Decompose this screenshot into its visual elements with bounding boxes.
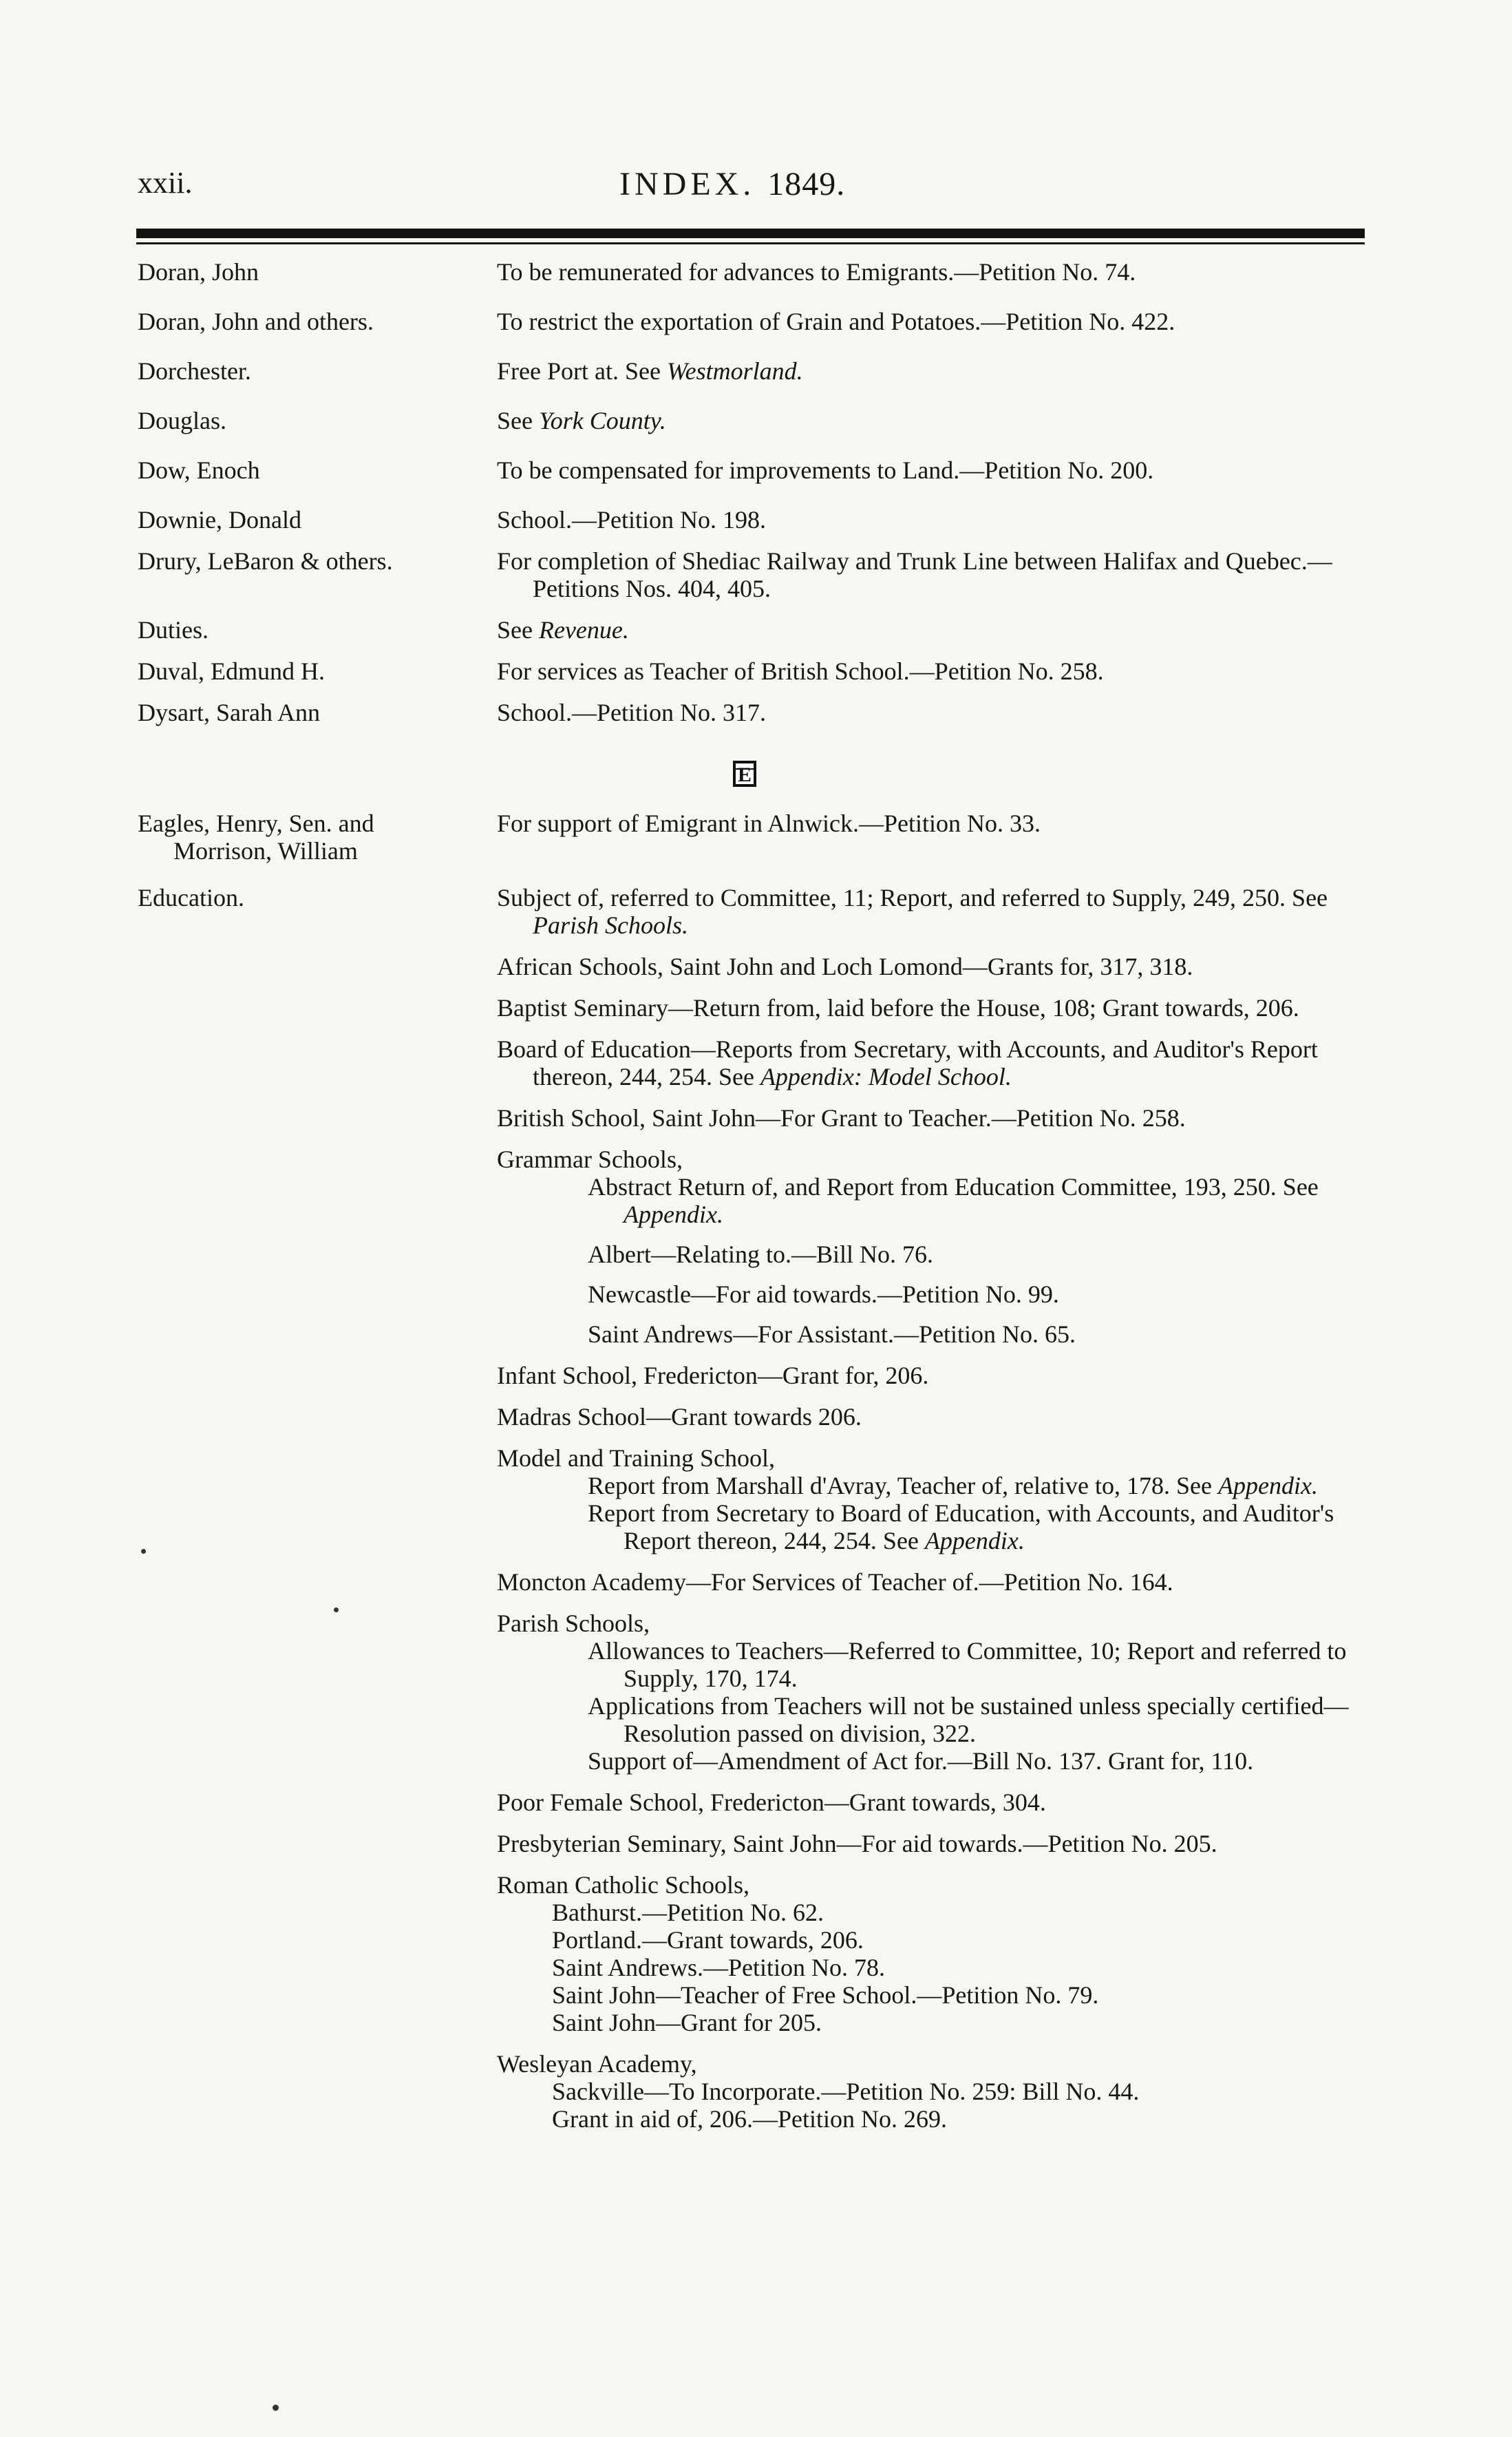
index-entry: [0, 616, 1512, 657]
entry-text: To restrict the exportation of Grain and Potatoes.—Petition No. 422.: [497, 308, 1175, 335]
entry-name: Education.: [138, 884, 244, 911]
entry-name: Doran, John and others.: [138, 308, 374, 335]
rc-saint-john-grant: Saint John—Grant for 205.: [552, 2009, 822, 2036]
grammar-schools-subentries: [533, 1173, 1400, 1348]
cross-reference: Appendix.: [1218, 1472, 1318, 1499]
paper-speck: [334, 1607, 339, 1612]
index-entry: [0, 547, 1512, 616]
cross-reference: Revenue.: [538, 616, 629, 644]
entry-text: For services as Teacher of British School.—Petition No. 258.: [497, 657, 1104, 685]
entry-name: Dow, Enoch: [138, 456, 260, 484]
section-letter-e: [733, 761, 756, 787]
wesleyan-sackville: Sackville—To Incorporate.—Petition No. 259: Bill No. 44.: [552, 2078, 1140, 2105]
header-rule-thin: [136, 242, 1365, 244]
grammar-schools: [497, 1146, 1400, 1348]
parish-schools-subentries: [533, 1637, 1400, 1775]
board-of-education: Board of Education—Reports from Secretary, with Accounts, and Auditor's Report thereon, 244, 254. See Appendix: Model School.: [497, 1035, 1318, 1090]
entry-name-line: Morrison, William: [173, 837, 358, 865]
index-entry-education: [0, 884, 1512, 2133]
baptist-seminary: Baptist Seminary—Return from, laid before the House, 108; Grant towards, 206.: [497, 994, 1299, 1022]
madras-school: Madras School—Grant towards 206.: [497, 1403, 862, 1431]
entry-name: Duties.: [138, 616, 209, 644]
entry-name: Douglas.: [138, 407, 226, 434]
wesleyan-subentries: [533, 2078, 1400, 2133]
title-text: INDEX.: [619, 166, 756, 202]
parish-applications: Applications from Teachers will not be sustained unless specially certified—Resolution passed on division, 322.: [588, 1692, 1349, 1747]
parish-support: Support of—Amendment of Act for.—Bill No. 137. Grant for, 110.: [588, 1747, 1254, 1775]
cross-reference: York County.: [538, 407, 666, 434]
entry-text: For completion of Shediac Railway and Trunk Line between Halifax and Quebec.—Petitions Nos. 404, 405.: [497, 547, 1332, 602]
grammar-newcastle: Newcastle—For aid towards.—Petition No. 99.: [588, 1280, 1059, 1308]
rc-saint-andrews: Saint Andrews.—Petition No. 78.: [552, 1954, 885, 1981]
entry-name: Doran, John: [138, 258, 259, 286]
index-entry: [0, 407, 1512, 456]
entry-name: Downie, Donald: [138, 506, 301, 534]
rc-bathurst: Bathurst.—Petition No. 62.: [552, 1899, 824, 1926]
cross-reference: Westmorland.: [666, 357, 803, 385]
parish-schools-heading: Parish Schools,: [497, 1610, 650, 1637]
index-entries: [0, 258, 1512, 2133]
rc-saint-john-teacher: Saint John—Teacher of Free School.—Petition No. 79.: [552, 1981, 1099, 2009]
header-rule-thick: [136, 229, 1365, 238]
grammar-schools-heading: Grammar Schools,: [497, 1146, 683, 1173]
rc-schools-heading: Roman Catholic Schools,: [497, 1871, 749, 1899]
entry-name: Drury, LeBaron & others.: [138, 547, 393, 575]
model-report-secretary: Report from Secretary to Board of Education, with Accounts, and Auditor's Report thereon, 244, 254. See Appendix.: [588, 1499, 1334, 1554]
education-subject: Subject of, referred to Committee, 11; Report, and referred to Supply, 249, 250. See Parish Schools.: [497, 884, 1328, 939]
entry-text-prefix: See: [497, 616, 539, 644]
index-entry: [0, 657, 1512, 699]
british-school: British School, Saint John—For Grant to Teacher.—Petition No. 258.: [497, 1104, 1186, 1132]
parish-schools: [497, 1610, 1400, 1775]
page-header: [138, 165, 1363, 220]
wesleyan-heading: Wesleyan Academy,: [497, 2050, 697, 2078]
model-training-school: [497, 1444, 1400, 1554]
entry-text: [497, 357, 1400, 385]
entry-text: To be compensated for improvements to Land.—Petition No. 200.: [497, 456, 1154, 484]
infant-school: Infant School, Fredericton—Grant for, 206.: [497, 1362, 929, 1389]
parish-allowances: Allowances to Teachers—Referred to Committee, 10; Report and referred to Supply, 170, 174.: [588, 1637, 1347, 1692]
title-year: 1849.: [767, 166, 846, 202]
entry-text: [497, 616, 1400, 644]
model-school-heading: Model and Training School,: [497, 1444, 776, 1472]
entry-name: [138, 810, 482, 865]
cross-reference: Appendix: Model School.: [760, 1063, 1012, 1090]
roman-catholic-schools: [497, 1871, 1400, 2036]
wesleyan-academy: [497, 2050, 1400, 2133]
entry-text: School.—Petition No. 198.: [497, 506, 767, 534]
index-entry: [0, 506, 1512, 547]
cross-reference: Appendix.: [924, 1527, 1025, 1554]
entry-text: For support of Emigrant in Alnwick.—Petition No. 33.: [497, 810, 1041, 837]
entry-text: School.—Petition No. 317.: [497, 699, 767, 726]
entry-name: Duval, Edmund H.: [138, 657, 325, 685]
cross-reference: Parish Schools.: [533, 911, 689, 939]
index-entry: [0, 456, 1512, 506]
model-school-subentries: [533, 1472, 1400, 1554]
index-entry: [0, 699, 1512, 740]
model-report-davray: Report from Marshall d'Avray, Teacher of, relative to, 178. See Appendix.: [588, 1472, 1318, 1499]
section-letter-text: E: [737, 763, 752, 786]
african-schools: African Schools, Saint John and Loch Lomond—Grants for, 317, 318.: [497, 953, 1193, 980]
cross-reference: Appendix.: [624, 1201, 723, 1228]
entry-text: To be remunerated for advances to Emigrants.—Petition No. 74.: [497, 258, 1136, 286]
wesleyan-grant: Grant in aid of, 206.—Petition No. 269.: [552, 2105, 947, 2133]
entry-name: Dorchester.: [138, 357, 251, 385]
moncton-academy: Moncton Academy—For Services of Teacher of.—Petition No. 164.: [497, 1568, 1173, 1596]
entry-name: Dysart, Sarah Ann: [138, 699, 320, 726]
presbyterian-seminary: Presbyterian Seminary, Saint John—For aid towards.—Petition No. 205.: [497, 1830, 1217, 1857]
grammar-abstract: Abstract Return of, and Report from Education Committee, 193, 250. See Appendix.: [588, 1173, 1319, 1228]
entry-text: [497, 407, 1400, 434]
entry-text-prefix: Free Port at. See: [497, 357, 667, 385]
index-entry: [0, 258, 1512, 308]
grammar-albert: Albert—Relating to.—Bill No. 76.: [588, 1241, 933, 1268]
page-title: [619, 165, 845, 203]
grammar-saint-andrews: Saint Andrews—For Assistant.—Petition No. 65.: [588, 1320, 1076, 1348]
paper-speck: [273, 2405, 279, 2411]
entry-text-prefix: See: [497, 407, 539, 434]
index-entry: [0, 810, 1512, 884]
poor-female-school: Poor Female School, Fredericton—Grant towards, 304.: [497, 1789, 1046, 1816]
rc-portland: Portland.—Grant towards, 206.: [552, 1926, 864, 1954]
index-entry: [0, 308, 1512, 357]
entry-text: [497, 884, 1400, 2133]
page-number: xxii.: [138, 166, 193, 200]
index-entry: [0, 357, 1512, 407]
paper-speck: [141, 1549, 146, 1554]
rc-schools-subentries: [533, 1899, 1400, 2036]
entry-name-line: Eagles, Henry, Sen. and: [138, 810, 374, 837]
